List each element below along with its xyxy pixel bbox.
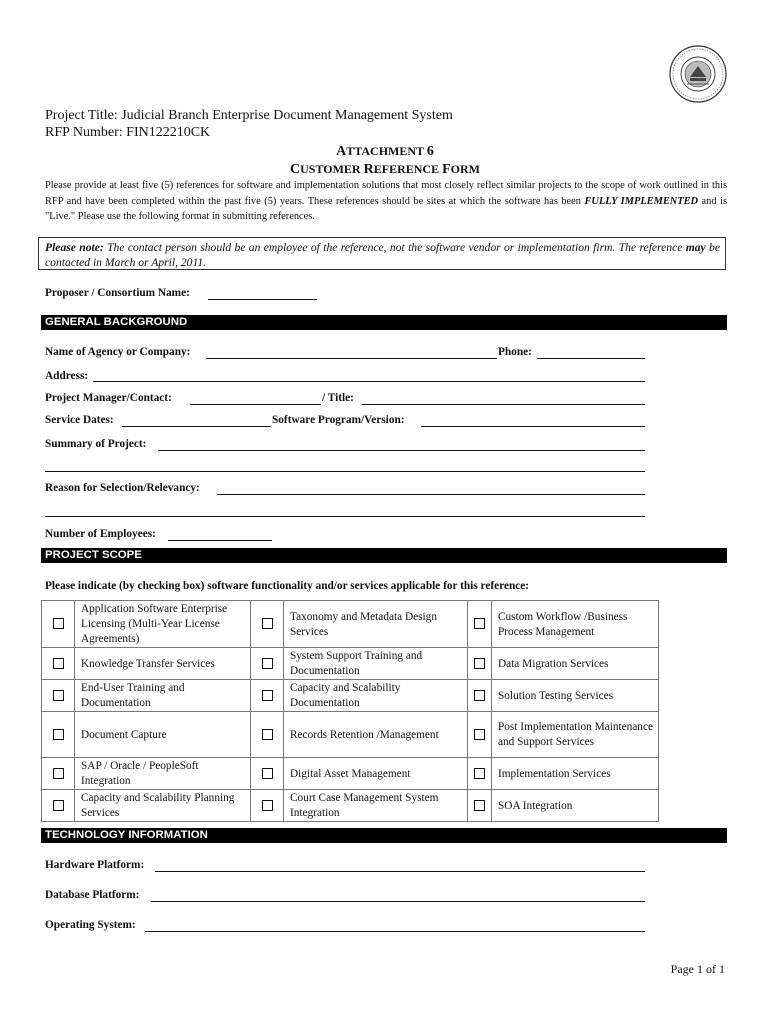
service-checkbox[interactable] [251,601,284,648]
service-label: Implementation Services [492,758,659,790]
table-row [42,712,659,758]
checkbox-icon[interactable] [474,618,485,629]
summary-field-line-1[interactable] [158,450,645,451]
rfp-number: RFP Number: FIN122210CK [45,125,211,140]
form-title: CUSTOMER REFERENCE FORM [290,162,480,177]
section-project-scope: PROJECT SCOPE [41,548,727,563]
service-label: SAP / Oracle / PeopleSoft Integration [75,758,251,790]
checkbox-icon[interactable] [53,658,64,669]
agency-label: Name of Agency or Company: [45,346,191,358]
service-label: Custom Workflow /Business Process Management [492,601,659,648]
service-label: SOA Integration [492,790,659,822]
fully-implemented-emphasis: FULLY IMPLEMENTED [584,195,699,207]
title-field[interactable] [362,404,645,405]
court-seal-logo [668,44,728,104]
service-checkbox[interactable] [42,601,75,648]
scope-prompt: Please indicate (by checking box) software functionality and/or services applicable for this reference: [45,580,530,592]
section-technology-information: TECHNOLOGY INFORMATION [41,828,727,843]
service-label: Post Implementation Maintenance and Support Services [492,712,659,758]
checkbox-icon[interactable] [262,729,273,740]
service-label: Court Case Management System Integration [284,790,468,822]
software-label: Software Program/Version: [272,414,405,426]
database-label: Database Platform: [45,889,140,901]
software-field[interactable] [421,426,645,427]
employees-label: Number of Employees: [45,528,156,540]
service-checkbox[interactable] [251,758,284,790]
service-label: Data Migration Services [492,648,659,680]
checkbox-icon[interactable] [53,768,64,779]
service-checkbox[interactable] [468,712,492,758]
service-checkbox[interactable] [251,790,284,822]
note-box: Please note: The contact person should be an employee of the reference, not the software vendor or implementation firm. The reference may be contacted in March or April, 2011. [38,237,726,270]
page-number: Page 1 of 1 [670,962,725,976]
table-row [42,680,659,712]
checkbox-icon[interactable] [262,618,273,629]
table-row [42,758,659,790]
service-checkbox[interactable] [42,680,75,712]
service-dates-label: Service Dates: [45,414,114,426]
checkbox-icon[interactable] [474,729,485,740]
table-row [42,601,659,648]
project-title: Project Title: Judicial Branch Enterprise Document Management System [45,108,453,123]
checkbox-icon[interactable] [474,768,485,779]
service-dates-field[interactable] [122,426,271,427]
reason-field-line-2[interactable] [45,516,645,517]
services-table [41,600,659,822]
service-label: Solution Testing Services [492,680,659,712]
service-label: Digital Asset Management [284,758,468,790]
service-label: Knowledge Transfer Services [75,648,251,680]
summary-field-line-2[interactable] [45,471,645,472]
table-row [42,790,659,822]
service-label: Taxonomy and Metadata Design Services [284,601,468,648]
service-label: Capacity and Scalability Documentation [284,680,468,712]
attachment-label: ATTACHMENT 6 [336,144,434,159]
service-checkbox[interactable] [42,648,75,680]
proposer-label: Proposer / Consortium Name: [45,287,190,299]
note-label: Please note: [45,241,104,254]
manager-field[interactable] [190,404,321,405]
table-row [42,648,659,680]
service-label: Records Retention /Management [284,712,468,758]
phone-field[interactable] [537,358,645,359]
service-checkbox[interactable] [468,680,492,712]
checkbox-icon[interactable] [262,690,273,701]
checkbox-icon[interactable] [53,729,64,740]
checkbox-icon[interactable] [262,800,273,811]
phone-label: Phone: [498,346,532,358]
checkbox-icon[interactable] [474,800,485,811]
checkbox-icon[interactable] [474,690,485,701]
service-label: Document Capture [75,712,251,758]
service-label: End-User Training and Documentation [75,680,251,712]
hardware-label: Hardware Platform: [45,859,145,871]
checkbox-icon[interactable] [262,658,273,669]
checkbox-icon[interactable] [262,768,273,779]
checkbox-icon[interactable] [474,658,485,669]
os-field[interactable] [145,931,645,932]
title-label: / Title: [322,392,354,404]
address-label: Address: [45,370,89,382]
service-label: System Support Training and Documentation [284,648,468,680]
service-checkbox[interactable] [42,790,75,822]
intro-paragraph: Please provide at least five (5) references for software and implementation solutions that most closely reflect similar projects to the scope of work outlined in this RFP and have been completed within the past five (5) years. These references should be sites at which the software has been FULLY IMPLEMENTED and is "Live." Please use the following format in submitting references. [45,180,727,222]
service-checkbox[interactable] [251,712,284,758]
reason-field-line-1[interactable] [217,494,645,495]
checkbox-icon[interactable] [53,690,64,701]
service-checkbox[interactable] [251,680,284,712]
checkbox-icon[interactable] [53,618,64,629]
hardware-field[interactable] [155,871,645,872]
service-checkbox[interactable] [468,790,492,822]
section-general-background: GENERAL BACKGROUND [41,315,727,330]
service-checkbox[interactable] [468,601,492,648]
summary-label: Summary of Project: [45,438,147,450]
database-field[interactable] [151,901,645,902]
service-label: Application Software Enterprise Licensing (Multi-Year License Agreements) [75,601,251,648]
service-checkbox[interactable] [42,712,75,758]
service-label: Capacity and Scalability Planning Services [75,790,251,822]
service-checkbox[interactable] [251,648,284,680]
os-label: Operating System: [45,919,136,931]
employees-field[interactable] [168,540,272,541]
address-field[interactable] [93,381,645,382]
manager-label: Project Manager/Contact: [45,392,172,404]
service-checkbox[interactable] [468,648,492,680]
proposer-field[interactable] [208,299,317,300]
service-checkbox[interactable] [468,758,492,790]
checkbox-icon[interactable] [53,800,64,811]
service-checkbox[interactable] [42,758,75,790]
agency-field[interactable] [206,358,497,359]
reason-label: Reason for Selection/Relevancy: [45,482,200,494]
